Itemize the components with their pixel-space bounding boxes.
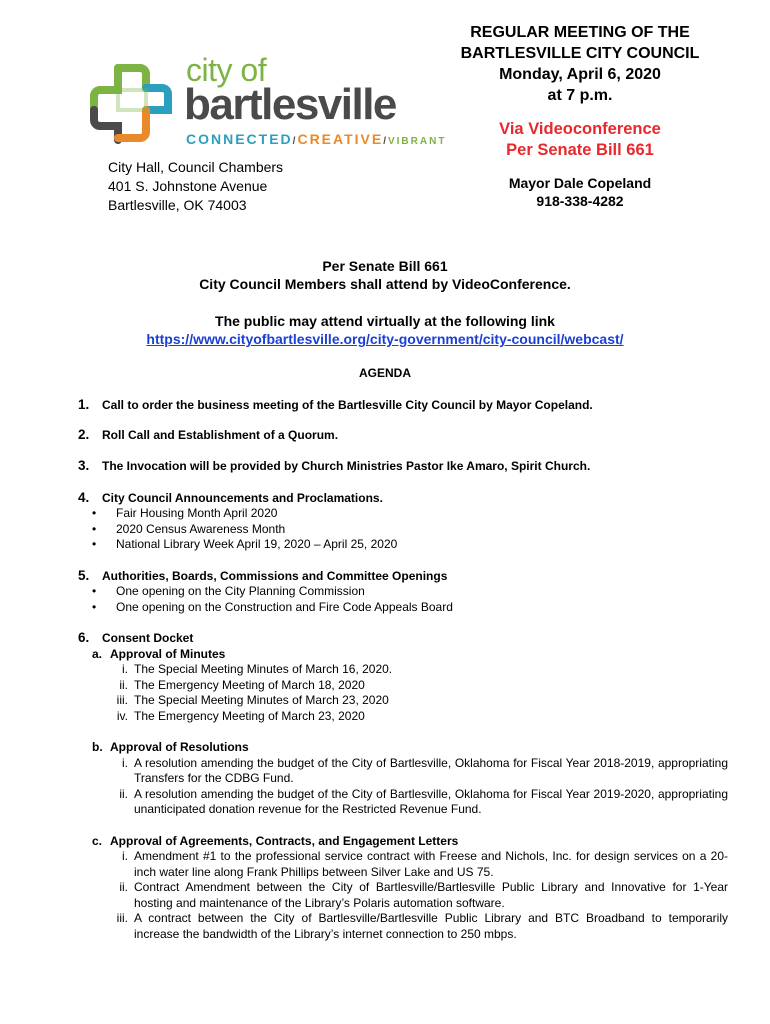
sub-item-text: A resolution amending the budget of the City of Bartlesville, Oklahoma for Fiscal Year 2018-2019, appropriating Transfers for the CDBG Fund. <box>134 755 728 785</box>
agenda-item <box>78 459 728 475</box>
bullet-item: • 2020 Census Awareness Month <box>78 522 728 538</box>
agenda-item <box>78 398 728 414</box>
address-line: 401 S. Johnstone Avenue <box>108 178 268 194</box>
notice-line: City Council Members shall attend by VideoConference. <box>199 276 571 292</box>
section-letter: b. <box>92 740 103 754</box>
sub-item <box>110 911 728 942</box>
address-line: City Hall, Council Chambers <box>108 159 284 175</box>
sub-item-text: The Emergency Meeting of March 23, 2020 <box>134 708 365 723</box>
item-text: The Invocation will be provided by Church Ministries Pastor Ike Amaro, Spirit Church. <box>102 459 591 473</box>
meeting-date: Monday, April 6, 2020 <box>499 66 661 83</box>
sub-item-text: Contract Amendment between the City of Bartlesville/Bartlesville Public Library and Innovative for 1-Year hosting and maintenance of the Library’s Polaris automation software. <box>134 880 728 910</box>
sub-item-number: ii. <box>119 880 128 894</box>
mayor-name: Mayor Dale Copeland <box>508 175 652 191</box>
section-letter: a. <box>92 646 103 661</box>
bill-line: Per Senate Bill 661 <box>506 141 654 159</box>
consent-section-agreements <box>78 834 728 943</box>
via-line: Via Videoconference <box>499 120 661 138</box>
consent-section-resolutions <box>78 740 728 818</box>
sub-item-number: i. <box>122 662 128 676</box>
public-notice <box>0 312 770 348</box>
item-number: 6. <box>78 630 90 645</box>
sub-item-text: A contract between the City of Bartlesville/Bartlesville Public Library and BTC Broadband to temporarily increase the bandwidth of the Library’s internet connection to 250 mbps. <box>134 911 728 941</box>
bullet-list <box>78 584 728 615</box>
section-title: Approval of Agreements, Contracts, and Engagement Letters <box>110 833 459 848</box>
agenda-item <box>78 428 728 444</box>
public-line: The public may attend virtually at the following link <box>215 313 555 329</box>
mayor-contact <box>430 174 730 210</box>
sub-item <box>110 880 728 911</box>
sub-item-text: The Emergency Meeting of March 18, 2020 <box>134 677 365 692</box>
item-number: 1. <box>78 397 90 412</box>
item-number: 4. <box>78 489 90 505</box>
item-number: 5. <box>78 567 90 583</box>
notice-line: Per Senate Bill 661 <box>322 258 448 274</box>
item-text: Call to order the business meeting of the Bartlesville City Council by Mayor Copeland. <box>102 398 593 412</box>
tag-vibrant: VIBRANT <box>387 136 447 147</box>
sub-item <box>110 756 728 787</box>
item-text: City Council Announcements and Proclamations. <box>102 490 383 505</box>
title-line: BARTLESVILLE CITY COUNCIL <box>460 45 700 62</box>
logo-name-text: bartlesville <box>184 80 396 129</box>
sub-item-number: iii. <box>116 693 128 707</box>
sub-item-text: The Special Meeting Minutes of March 16, 2020. <box>134 662 393 676</box>
sub-item-number: i. <box>122 849 128 863</box>
consent-section-minutes <box>78 647 728 725</box>
bullet-item: • One opening on the Construction and Fire Code Appeals Board <box>78 600 728 616</box>
section-letter: c. <box>92 833 103 848</box>
item-text: Authorities, Boards, Commissions and Committee Openings <box>102 568 448 583</box>
meeting-time: at 7 p.m. <box>547 87 613 104</box>
sub-item <box>110 678 728 694</box>
logo-tagline <box>186 130 446 148</box>
senate-bill-notice <box>0 257 770 293</box>
sub-item <box>110 787 728 818</box>
item-number: 3. <box>78 458 90 473</box>
tag-sep: / <box>383 136 388 147</box>
section-title: Approval of Resolutions <box>110 740 249 754</box>
title-line: REGULAR MEETING OF THE <box>470 24 690 41</box>
agenda-item <box>78 569 728 616</box>
videoconference-notice <box>430 119 730 161</box>
sub-item-text: A resolution amending the budget of the City of Bartlesville, Oklahoma for Fiscal Year 2019-2020, appropriating unanticipated donation revenue for the Restricted Revenue Fund. <box>134 786 728 816</box>
sub-item <box>110 849 728 880</box>
address-block <box>108 158 283 215</box>
bullet-item: • Fair Housing Month April 2020 <box>78 506 728 522</box>
sub-item-number: ii. <box>119 677 128 692</box>
item-text: Consent Docket <box>102 631 194 645</box>
item-number: 2. <box>78 426 90 442</box>
agenda-list <box>78 398 728 942</box>
meeting-header <box>430 22 730 210</box>
agenda-item <box>78 491 728 553</box>
section-title: Approval of Minutes <box>110 646 226 661</box>
tag-connected: CONNECTED <box>186 131 293 147</box>
sub-item-number: ii. <box>119 786 128 801</box>
tag-sep: / <box>292 136 298 147</box>
webcast-link[interactable]: https://www.cityofbartlesville.org/city-government/city-council/webcast/ <box>146 331 624 347</box>
item-text: Roll Call and Establishment of a Quorum. <box>102 427 339 442</box>
bullet-item: • One opening on the City Planning Commission <box>78 584 728 600</box>
sub-item-number: iii. <box>116 911 128 925</box>
agenda-item <box>78 631 728 942</box>
logo-city-text: city of <box>186 52 267 88</box>
address-line: Bartlesville, OK 74003 <box>108 197 247 213</box>
logo-mark-icon <box>88 62 174 146</box>
sub-item <box>110 709 728 725</box>
tag-creative: CREATIVE <box>297 131 384 147</box>
sub-item-text: Amendment #1 to the professional service contract with Freese and Nichols, Inc. for design services on a 20-inch water line along Frank Phillips between Silver Lake and US 75. <box>134 849 728 879</box>
sub-item-number: i. <box>122 755 128 770</box>
bullet-list <box>78 506 728 553</box>
sub-item <box>110 693 728 709</box>
sub-item <box>110 662 728 678</box>
bullet-item: • National Library Week April 19, 2020 – April 25, 2020 <box>78 537 728 553</box>
sub-item-text: The Special Meeting Minutes of March 23, 2020 <box>134 693 389 707</box>
agenda-title: AGENDA <box>358 366 411 380</box>
mayor-phone: 918-338-4282 <box>536 193 624 209</box>
city-logo <box>88 52 447 148</box>
sub-item-number: iv. <box>116 708 128 723</box>
